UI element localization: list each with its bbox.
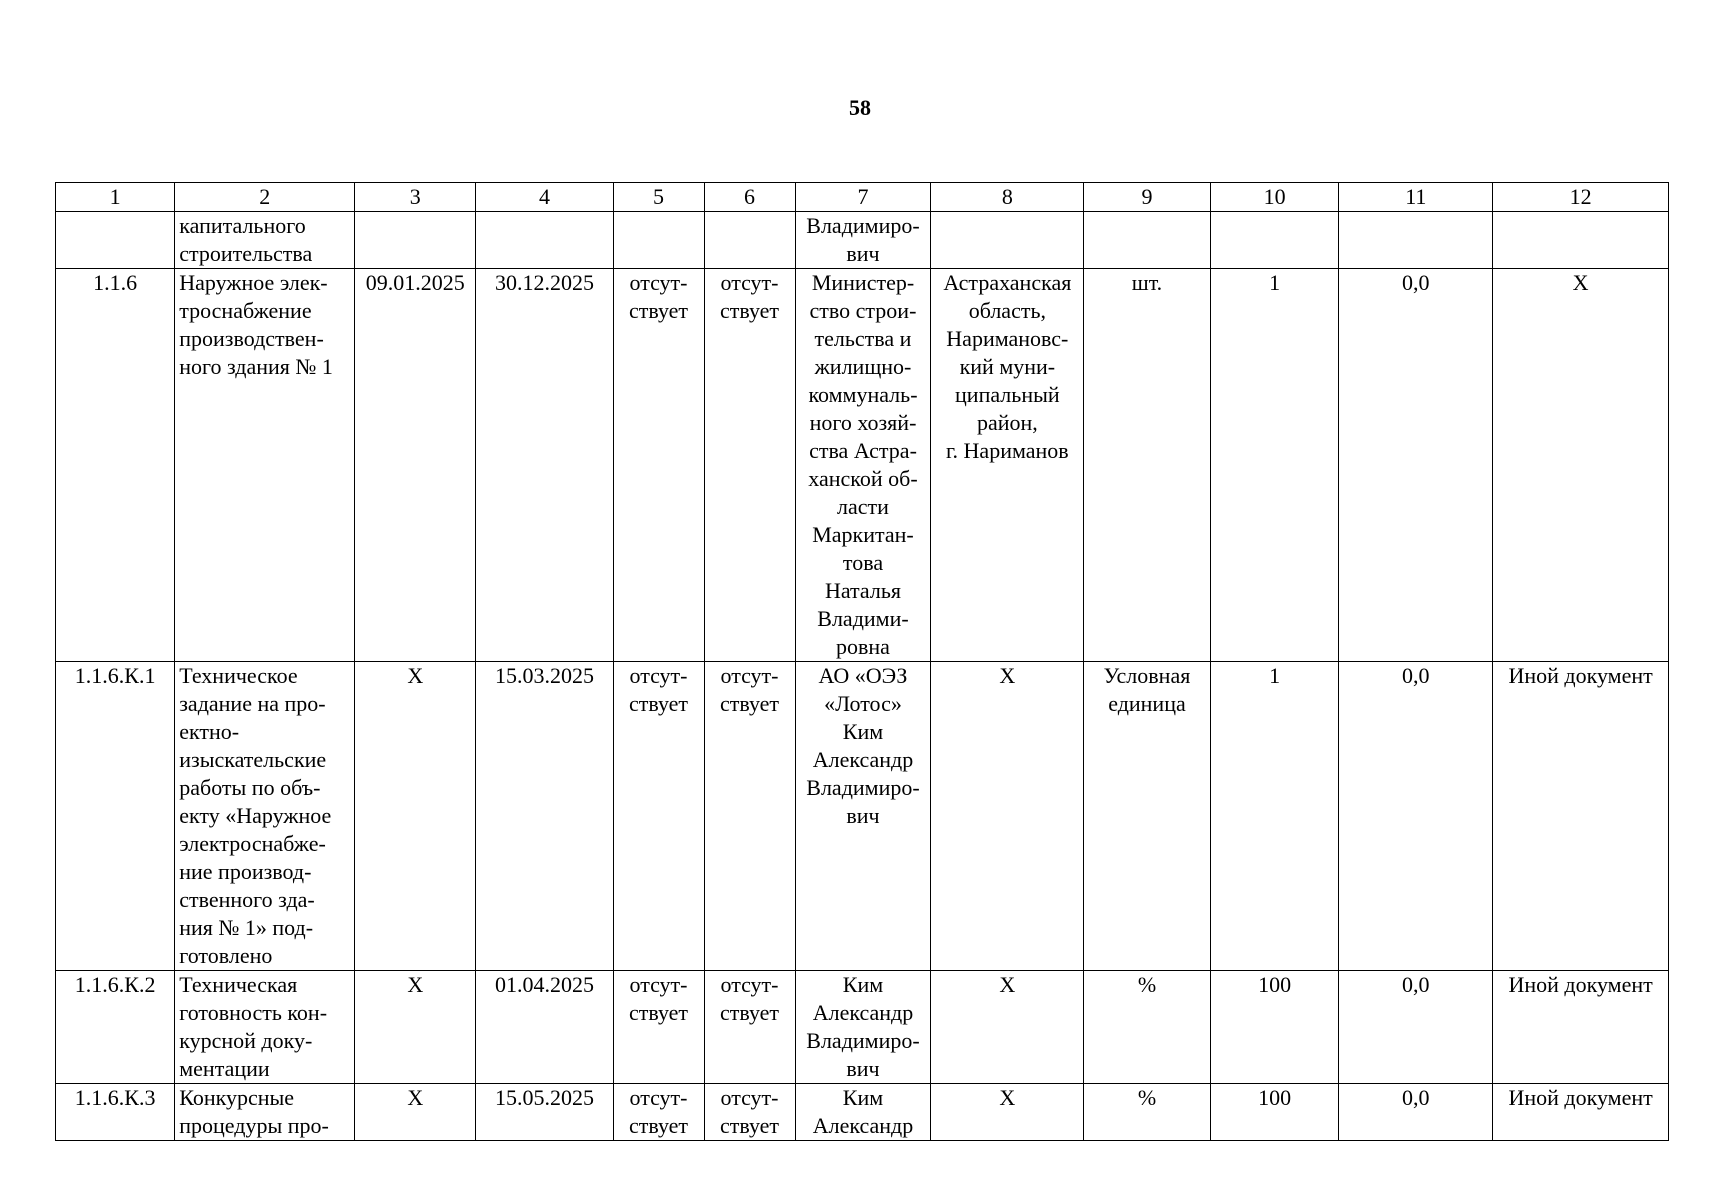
cell-col-9	[1084, 1084, 1211, 1141]
cell-line: отсут-	[629, 663, 688, 688]
cell-line: район,	[976, 410, 1038, 435]
cell-col-5	[613, 1084, 704, 1141]
cell-line: г. Нариманов	[946, 438, 1069, 463]
cell-line: %	[1137, 972, 1157, 997]
table-header-row	[56, 183, 1669, 212]
cell-col-4: 15.05.2025	[476, 1084, 613, 1141]
table-row	[56, 212, 1669, 269]
cell-line: отсут-	[720, 972, 779, 997]
cell-col-6	[704, 212, 795, 269]
cell-col-1: 1.1.6.К.2	[56, 971, 175, 1084]
cell-line: Владими-	[817, 606, 909, 631]
cell-line: Александр	[812, 1113, 914, 1138]
cell-line: ласти	[837, 494, 889, 519]
cell-line: %	[1137, 1085, 1157, 1110]
cell-col-10	[1210, 212, 1339, 269]
cell-line: АО «ОЭЗ	[818, 663, 908, 688]
cell-col-2	[175, 269, 355, 662]
cell-line: изыскательские	[179, 747, 327, 772]
cell-col-1: 1.1.6.К.3	[56, 1084, 175, 1141]
cell-line: ханской об-	[808, 466, 918, 491]
cell-line: ектно-	[179, 719, 240, 744]
cell-line: процедуры про-	[179, 1113, 329, 1138]
cell-col-5	[613, 971, 704, 1084]
cell-line: Ким	[842, 1085, 884, 1110]
cell-line: электроснабже-	[179, 831, 326, 856]
cell-col-8	[931, 1084, 1084, 1141]
column-header-11: 11	[1339, 183, 1493, 212]
cell-col-3	[355, 212, 476, 269]
cell-line: шт.	[1131, 270, 1163, 295]
table-row	[56, 1084, 1669, 1141]
cell-line: Наружное элек-	[179, 270, 328, 295]
cell-line: ствует	[719, 298, 780, 323]
cell-line: троснабжение	[179, 298, 312, 323]
cell-col-6	[704, 662, 795, 971]
cell-col-12: Иной документ	[1493, 662, 1669, 971]
cell-col-11	[1339, 212, 1493, 269]
cell-line: Х	[999, 1085, 1016, 1110]
cell-line: ства Астра-	[809, 438, 917, 463]
cell-col-8	[931, 662, 1084, 971]
plan-table	[55, 182, 1669, 1141]
column-header-12: 12	[1493, 183, 1669, 212]
cell-line: отсут-	[720, 270, 779, 295]
cell-line: тельства и	[814, 326, 912, 351]
cell-line: ния № 1» под-	[179, 915, 314, 940]
cell-line: Х	[999, 663, 1016, 688]
column-header-9: 9	[1084, 183, 1211, 212]
cell-line: ствует	[628, 691, 689, 716]
cell-col-7	[795, 269, 931, 662]
cell-line: Техническое	[179, 663, 298, 688]
cell-line: ного хозяй-	[809, 410, 917, 435]
table-row	[56, 662, 1669, 971]
cell-line: отсут-	[720, 1085, 779, 1110]
cell-line: ровна	[836, 634, 890, 659]
column-header-10: 10	[1210, 183, 1339, 212]
cell-line: ственного зда-	[179, 887, 315, 912]
cell-col-8	[931, 212, 1084, 269]
cell-col-11: 0,0	[1339, 971, 1493, 1084]
cell-line: ментации	[179, 1056, 270, 1081]
cell-line: отсут-	[629, 270, 688, 295]
cell-line: Владимиро-	[806, 213, 920, 238]
cell-col-9	[1084, 971, 1211, 1084]
cell-col-3: 09.01.2025	[355, 269, 476, 662]
cell-line: ствует	[628, 1000, 689, 1025]
cell-line: отсут-	[629, 1085, 688, 1110]
cell-col-2	[175, 212, 355, 269]
cell-col-10: 1	[1210, 269, 1339, 662]
cell-col-10: 1	[1210, 662, 1339, 971]
cell-col-4: 01.04.2025	[476, 971, 613, 1084]
column-header-5: 5	[613, 183, 704, 212]
cell-col-6	[704, 971, 795, 1084]
cell-line: работы по объ-	[179, 775, 321, 800]
cell-line: Маркитан-	[812, 522, 914, 547]
cell-col-5	[613, 269, 704, 662]
cell-line: Условная	[1103, 663, 1191, 688]
cell-col-11: 0,0	[1339, 269, 1493, 662]
cell-col-7	[795, 1084, 931, 1141]
cell-col-2	[175, 662, 355, 971]
cell-col-4: 30.12.2025	[476, 269, 613, 662]
cell-col-8	[931, 971, 1084, 1084]
cell-line: това	[842, 550, 884, 575]
cell-line: Владимиро-	[806, 1028, 920, 1053]
page-number: 58	[849, 95, 871, 120]
cell-col-3: Х	[355, 971, 476, 1084]
cell-col-5	[613, 212, 704, 269]
cell-line: ствует	[719, 691, 780, 716]
cell-line: Министер-	[811, 270, 915, 295]
cell-col-12: Х	[1493, 269, 1669, 662]
cell-col-3: Х	[355, 1084, 476, 1141]
table-row	[56, 971, 1669, 1084]
cell-line: Ким	[842, 719, 884, 744]
cell-line: строительства	[179, 241, 313, 266]
cell-line: задание на про-	[179, 691, 326, 716]
cell-line: ного здания № 1	[179, 354, 333, 379]
cell-col-12	[1493, 212, 1669, 269]
cell-line: коммуналь-	[808, 382, 918, 407]
cell-line: жилищно-	[814, 354, 912, 379]
cell-col-4: 15.03.2025	[476, 662, 613, 971]
cell-col-10: 100	[1210, 1084, 1339, 1141]
cell-line: производствен-	[179, 326, 324, 351]
cell-col-11: 0,0	[1339, 662, 1493, 971]
cell-line: ствует	[628, 1113, 689, 1138]
column-header-4: 4	[476, 183, 613, 212]
cell-col-9	[1084, 269, 1211, 662]
cell-line: курсной доку-	[179, 1028, 313, 1053]
cell-line: Техническая	[179, 972, 298, 997]
column-header-3: 3	[355, 183, 476, 212]
cell-line: единица	[1108, 691, 1186, 716]
cell-line: ципальный	[955, 382, 1060, 407]
cell-col-11: 0,0	[1339, 1084, 1493, 1141]
cell-line: Владимиро-	[806, 775, 920, 800]
cell-line: екту «Наружное	[179, 803, 332, 828]
column-header-2: 2	[175, 183, 355, 212]
table-row	[56, 269, 1669, 662]
cell-line: капитального	[179, 213, 306, 238]
cell-col-1: 1.1.6	[56, 269, 175, 662]
cell-line: отсут-	[629, 972, 688, 997]
cell-line: Х	[999, 972, 1016, 997]
cell-col-1	[56, 212, 175, 269]
cell-line: Наримановс-	[946, 326, 1069, 351]
cell-line: отсут-	[720, 663, 779, 688]
cell-line: Наталья	[824, 578, 902, 603]
cell-col-4	[476, 212, 613, 269]
cell-line: вич	[846, 241, 880, 266]
cell-line: готовлено	[179, 943, 273, 968]
column-header-1: 1	[56, 183, 175, 212]
cell-col-6	[704, 269, 795, 662]
cell-col-9	[1084, 662, 1211, 971]
cell-line: кий муни-	[959, 354, 1056, 379]
cell-line: Александр	[812, 747, 914, 772]
cell-col-10: 100	[1210, 971, 1339, 1084]
cell-col-9	[1084, 212, 1211, 269]
cell-col-2	[175, 1084, 355, 1141]
cell-line: Конкурсные	[179, 1085, 295, 1110]
cell-line: ство строи-	[809, 298, 917, 323]
cell-col-8	[931, 269, 1084, 662]
cell-line: вич	[846, 1056, 880, 1081]
cell-line: ствует	[719, 1113, 780, 1138]
cell-line: «Лотос»	[824, 691, 902, 716]
cell-col-12: Иной документ	[1493, 1084, 1669, 1141]
cell-line: ствует	[628, 298, 689, 323]
column-header-6: 6	[704, 183, 795, 212]
cell-line: Александр	[812, 1000, 914, 1025]
cell-col-3: Х	[355, 662, 476, 971]
cell-col-7	[795, 971, 931, 1084]
cell-col-1: 1.1.6.К.1	[56, 662, 175, 971]
cell-line: ствует	[719, 1000, 780, 1025]
cell-col-2	[175, 971, 355, 1084]
cell-line: Астраханская	[943, 270, 1072, 295]
cell-col-5	[613, 662, 704, 971]
cell-col-7	[795, 662, 931, 971]
cell-line: ние производ-	[179, 859, 312, 884]
cell-line: вич	[846, 803, 880, 828]
cell-col-7	[795, 212, 931, 269]
cell-col-12: Иной документ	[1493, 971, 1669, 1084]
cell-line: область,	[968, 298, 1046, 323]
cell-col-6	[704, 1084, 795, 1141]
column-header-7: 7	[795, 183, 931, 212]
cell-line: Ким	[842, 972, 884, 997]
column-header-8: 8	[931, 183, 1084, 212]
cell-line: готовность кон-	[179, 1000, 328, 1025]
